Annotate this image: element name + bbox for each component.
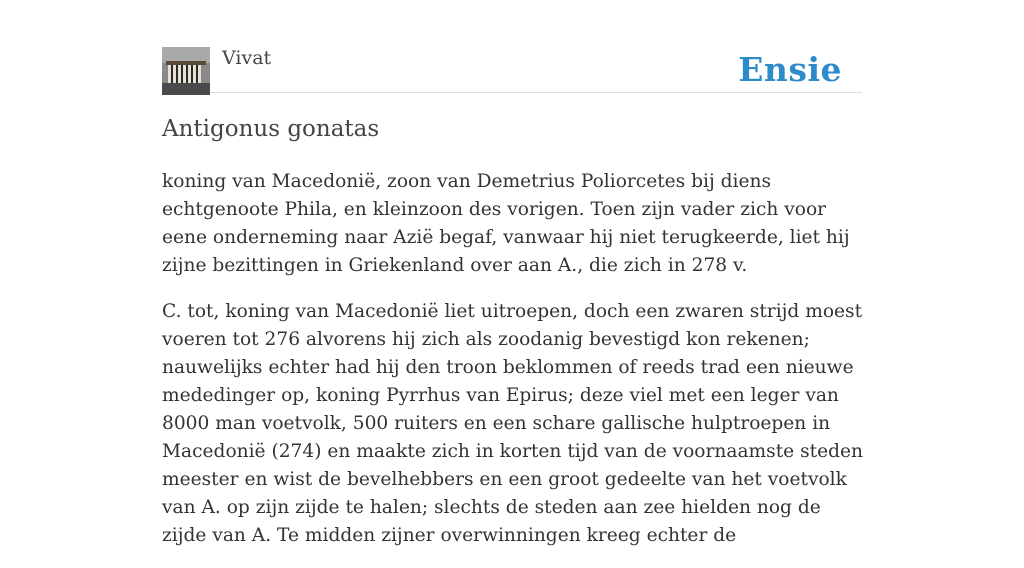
building-colonnade-icon xyxy=(162,47,210,95)
article-body xyxy=(162,168,864,568)
site-logo[interactable]: Ensie xyxy=(738,50,842,89)
article-paragraph: koning van Macedonië, zoon van Demetrius Poliorcetes bij diens echtgenoote Phila, en kleinzoon des vorigen. Toen zijn vader zich voor eene onderneming naar Azië begaf, vanwaar hij niet terugkeerde, liet hij zijne bezittingen in Griekenland over aan A., die zich in 278 v. xyxy=(162,171,850,276)
author-avatar[interactable] xyxy=(162,47,210,95)
article-paragraph: C. tot, koning van Macedonië liet uitroepen, doch een zwaren strijd moest voeren tot 276 alvorens hij zich als zoodanig bevestigd kon rekenen; nauwelijks echter had hij den troon beklommen of reeds trad een nieuwe mededinger op, koning Pyrrhus van Epirus; deze viel met een leger van 8000 man voetvolk, 500 ruiters en een schare gallische hulptroepen in Macedonië (274) en maakte zich in korten tijd van de voornaamste steden meester en wist de bevelhebbers en een groot gedeelte van het voetvolk van A. op zijn zijde te halen; slechts de steden aan zee hielden nog de zijde van A. Te midden zijner overwinningen kreeg echter de xyxy=(162,301,863,546)
site-header xyxy=(162,46,862,93)
author-name[interactable]: Vivat xyxy=(222,47,272,69)
page-title: Antigonus gonatas xyxy=(162,116,380,142)
